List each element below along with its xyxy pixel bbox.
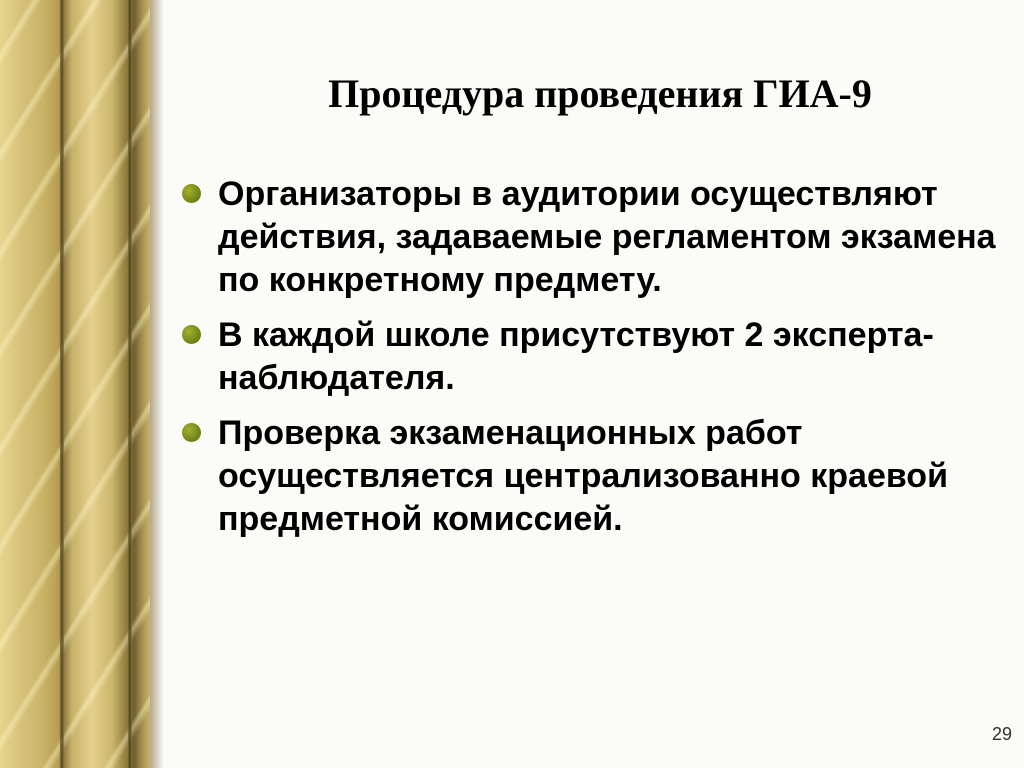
bullet-dot-icon xyxy=(182,184,201,203)
bullet-text: В каждой школе присутствуют 2 эксперта-наблюдателя. xyxy=(218,316,934,397)
bullet-dot-icon xyxy=(182,423,201,442)
bullet-list xyxy=(180,173,1010,553)
bullet-dot-icon xyxy=(182,325,201,344)
bullet-item xyxy=(180,314,1010,400)
pillar-shadow xyxy=(150,0,164,768)
decorative-gold-pillar xyxy=(0,0,150,768)
bullet-item xyxy=(180,412,1010,541)
bullet-text: Организаторы в аудитории осуществляют действия, задаваемые регламентом экзамена по конкретному предмету. xyxy=(218,175,996,299)
pillar-groove xyxy=(128,0,132,768)
page-number: 29 xyxy=(991,724,1012,744)
bullet-text: Проверка экзаменационных работ осуществляется централизованно краевой предметной комиссией. xyxy=(218,414,948,538)
pillar-groove xyxy=(60,0,64,768)
slide-title: Процедура проведения ГИА-9 xyxy=(328,71,872,116)
bullet-item xyxy=(180,173,1010,302)
